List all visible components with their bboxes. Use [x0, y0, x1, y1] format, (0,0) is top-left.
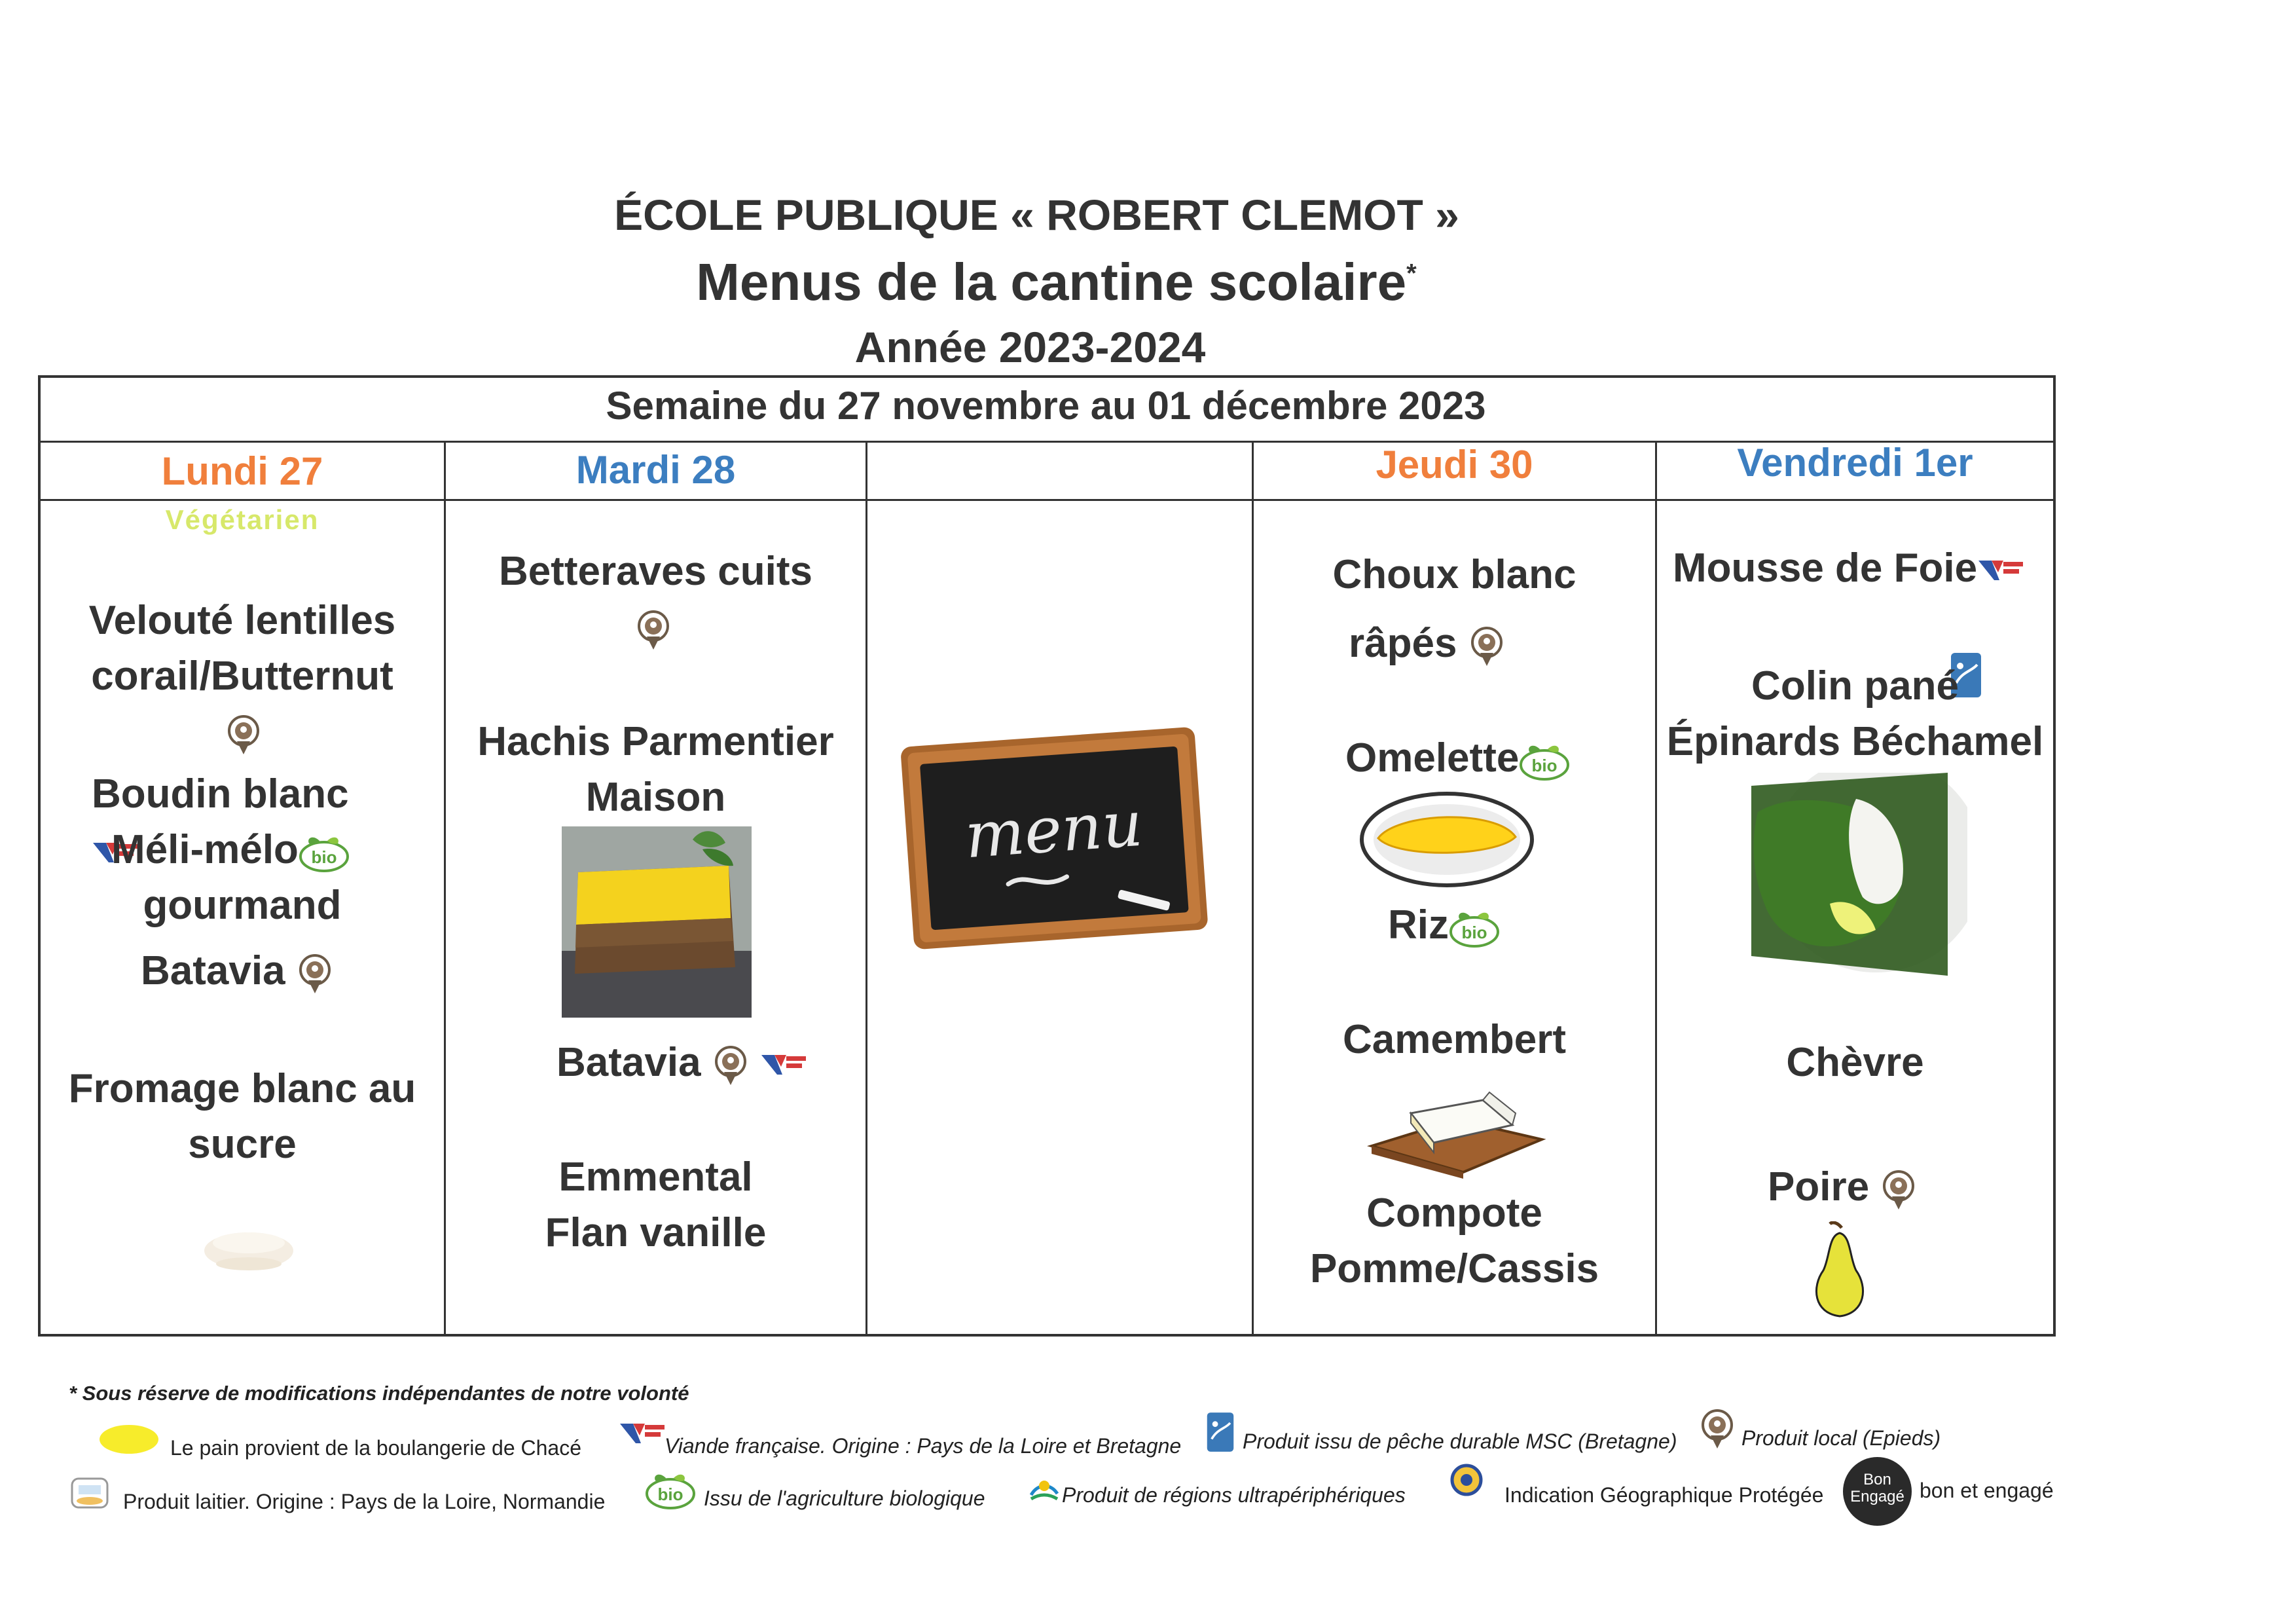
bio-icon — [1519, 741, 1570, 781]
dairy-icon — [67, 1473, 113, 1513]
school-year: Année 2023-2024 — [854, 323, 1206, 371]
thursday-item — [1349, 616, 1545, 672]
thursday-item — [1388, 897, 1611, 953]
legend-bread: Le pain provient de la boulangerie de Chacé — [170, 1436, 582, 1460]
local-pin-icon — [635, 609, 672, 651]
week-range: Semaine du 27 novembre au 01 décembre 2023 — [606, 384, 1486, 428]
header-separator — [38, 499, 2056, 501]
monday-item — [111, 822, 386, 878]
table-border-right — [2053, 375, 2056, 1337]
friday-item-text: Poire — [1768, 1164, 1870, 1209]
pear-image — [1804, 1221, 1876, 1320]
thursday-item — [1345, 730, 1633, 786]
day-header-friday: Vendredi 1er — [1737, 441, 1973, 485]
column-divider-4 — [1655, 441, 1657, 1335]
column-divider-2 — [866, 441, 867, 1335]
title-footnote-mark: * — [1406, 259, 1417, 288]
table-border-top — [38, 375, 2056, 378]
bon-engage-top: Bon — [1863, 1471, 1891, 1488]
thursday-item-text: râpés — [1349, 621, 1457, 666]
friday-item — [1673, 540, 2066, 597]
french-meat-icon — [1977, 558, 2024, 584]
friday-item-text: Mousse de Foie — [1673, 545, 1978, 591]
page-title — [0, 252, 2204, 312]
legend-bio: Issu de l'agriculture biologique — [704, 1486, 985, 1510]
monday-item: Fromage blanc au — [68, 1066, 416, 1111]
local-pin-icon — [297, 953, 333, 995]
bon-engage-icon — [1843, 1457, 1912, 1526]
monday-item-text: Batavia — [141, 948, 285, 993]
local-pin-icon — [1699, 1408, 1736, 1450]
bio-icon — [299, 833, 350, 872]
table-border-bottom — [38, 1334, 2056, 1337]
thursday-item: Choux blanc — [1332, 552, 1576, 597]
tuesday-item: Maison — [585, 775, 726, 820]
tuesday-item: Flan vanille — [545, 1210, 767, 1255]
local-pin-icon — [225, 714, 262, 756]
msc-icon — [1206, 1411, 1235, 1453]
legend-dairy: Produit laitier. Origine : Pays de la Loire, Normandie — [123, 1490, 606, 1513]
bon-engage-bottom: Engagé — [1850, 1488, 1904, 1505]
local-pin-icon — [1880, 1169, 1917, 1211]
bread-icon — [98, 1421, 160, 1457]
tuesday-item: Emmental — [558, 1154, 753, 1200]
monday-item-text: Méli-mélo — [111, 827, 299, 872]
monday-item: sucre — [188, 1122, 297, 1167]
camembert-image — [1365, 1074, 1548, 1179]
igp-icon — [1450, 1464, 1483, 1496]
colin-epinards-image — [1751, 773, 1967, 976]
ultra-region-icon — [1028, 1477, 1061, 1503]
school-name: ÉCOLE PUBLIQUE « ROBERT CLEMOT » — [614, 191, 1459, 239]
thursday-item-text: Omelette — [1345, 735, 1520, 781]
friday-item: Colin pané — [1751, 663, 1959, 709]
friday-item: Chèvre — [1786, 1040, 1924, 1085]
bio-icon — [1449, 908, 1500, 948]
legend-bon-engage: bon et engagé — [1920, 1479, 2054, 1502]
tuesday-item-text: Batavia — [556, 1040, 701, 1085]
tuesday-item: Hachis Parmentier — [477, 719, 834, 764]
tuesday-item — [556, 1035, 845, 1091]
disclaimer-note: * Sous réserve de modifications indépendantes de notre volonté — [69, 1382, 689, 1405]
legend-msc: Produit issu de pêche durable MSC (Bretagne) — [1243, 1430, 1677, 1453]
monday-item: gourmand — [143, 883, 342, 928]
omelette-image — [1358, 786, 1535, 891]
local-pin-icon — [1468, 625, 1505, 667]
thursday-item-text: Riz — [1388, 902, 1449, 948]
french-meat-icon — [619, 1421, 666, 1447]
tuesday-item: Betteraves cuits — [498, 549, 813, 594]
vegetarian-note: Végétarien — [165, 504, 319, 535]
monday-item: Velouté lentilles — [88, 598, 396, 643]
monday-item — [141, 943, 390, 999]
thursday-item: Pomme/Cassis — [1309, 1246, 1599, 1291]
monday-item-text: Boudin blanc — [92, 771, 349, 817]
legend-french-meat: Viande française. Origine : Pays de la Loire et Bretagne — [665, 1434, 1182, 1458]
local-pin-icon — [712, 1044, 749, 1086]
legend-ultra-region: Produit de régions ultrapériphériques — [1062, 1483, 1406, 1507]
day-header-monday: Lundi 27 — [161, 449, 323, 493]
hachis-parmentier-image — [562, 826, 752, 1018]
friday-item — [1768, 1159, 1964, 1215]
thursday-item: Compote — [1366, 1190, 1542, 1236]
day-header-tuesday: Mardi 28 — [575, 448, 736, 492]
monday-item: corail/Butternut — [91, 654, 393, 699]
legend-local: Produit local (Epieds) — [1741, 1426, 1941, 1450]
bio-icon — [645, 1470, 696, 1509]
thursday-item: Camembert — [1342, 1017, 1567, 1062]
chalkboard-text: menu — [962, 786, 1145, 873]
day-header-thursday: Jeudi 30 — [1376, 443, 1533, 487]
fromage-blanc-image — [200, 1211, 298, 1290]
friday-item: Épinards Béchamel — [1666, 719, 2044, 764]
chalkboard-image — [894, 717, 1214, 956]
french-meat-icon — [760, 1052, 807, 1079]
legend-igp: Indication Géographique Protégée — [1504, 1483, 1824, 1507]
page-title-text: Menus de la cantine scolaire — [696, 253, 1407, 311]
